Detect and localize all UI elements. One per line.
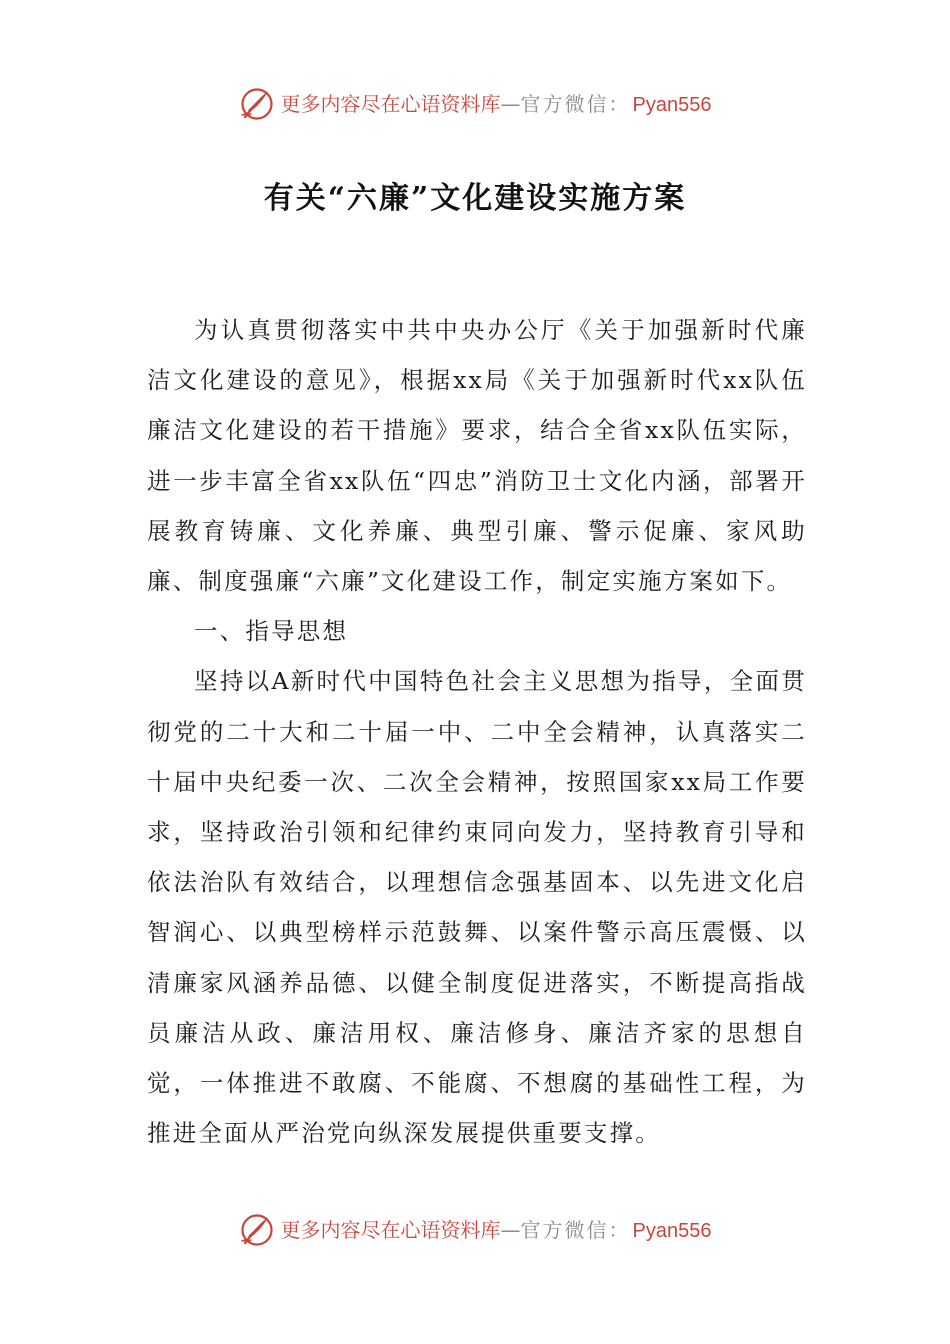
document-body (147, 305, 807, 1158)
banner-dash: — (500, 1217, 521, 1242)
banner-site-name: 更多内容尽在心语资料库 (280, 91, 501, 116)
banner-wechat-id: Pyan556 (632, 1219, 712, 1242)
banner-text (281, 90, 712, 119)
quill-pen-logo-icon (239, 1212, 275, 1248)
section-paragraph: 坚持以A新时代中国特色社会主义思想为指导，全面贯彻党的二十大和二十届一中、二中全会精神，认真落实二十届中央纪委一次、二次全会精神，按照国家xx局工作要求，坚持政治引领和纪律约束同向发力，坚持教育引导和依法治队有效结合，以理想信念强基固本、以先进文化启智润心、以典型榜样示范鼓舞、以案件警示高压震慑、以清廉家风涵养品德、以健全制度促进落实，不断提高指战员廉洁从政、廉洁用权、廉洁修身、廉洁齐家的思想自觉，一体推进不敢腐、不能腐、不想腐的基础性工程，为推进全面从严治党向纵深发展提供重要支撑。 (147, 667, 807, 1148)
banner-site-name: 更多内容尽在心语资料库 (280, 1217, 501, 1242)
intro-paragraph: 为认真贯彻落实中共中央办公厅《关于加强新时代廉洁文化建设的意见》，根据xx局《关于加强新时代xx队伍廉洁文化建设的若干措施》要求，结合全省xx队伍实际，进一步丰富全省xx队伍“四忠”消防卫士文化内涵，部署开展教育铸廉、文化养廉、典型引廉、警示促廉、家风助廉、制度强廉“六廉”文化建设工作，制定实施方案如下。 (147, 316, 807, 596)
banner-wechat-id: Pyan556 (632, 93, 712, 116)
banner-wechat-label: 官方微信： (520, 1217, 631, 1242)
quill-pen-logo-icon (239, 86, 275, 122)
banner-wechat-label: 官方微信： (520, 91, 631, 116)
section-heading: 一、指导思想 (194, 617, 349, 646)
header-banner (0, 84, 950, 124)
document-title: 有关“六廉”文化建设实施方案 (263, 181, 687, 216)
footer-banner (0, 1210, 950, 1250)
banner-dash: — (500, 91, 521, 116)
banner-text (281, 1216, 712, 1245)
